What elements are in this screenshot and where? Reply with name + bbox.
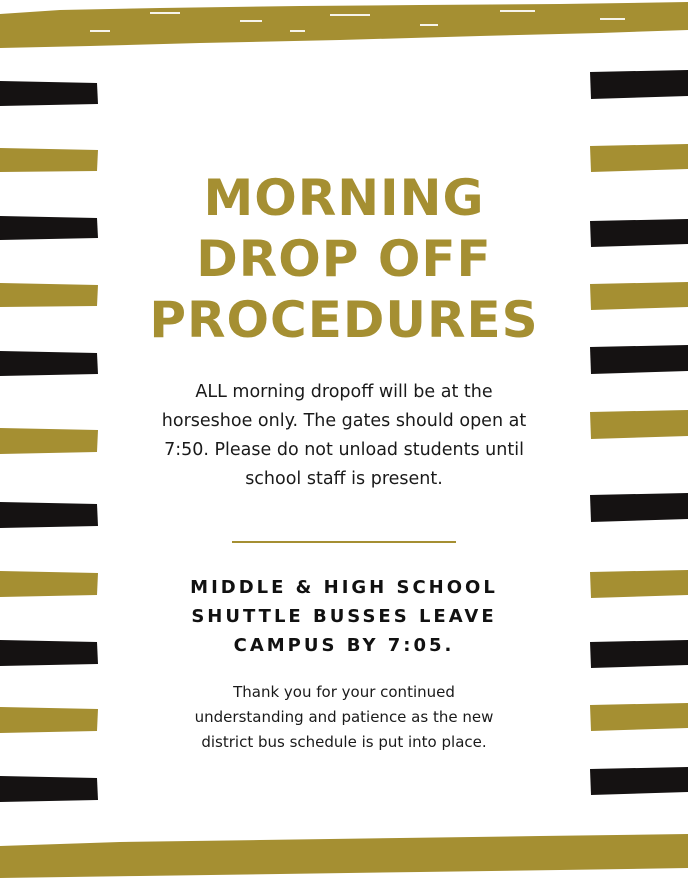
title-line-1: MORNING [203, 169, 485, 227]
dropoff-instructions: ALL morning dropoff will be at the horseshoe only. The gates should open at 7:50. Please do not unload students until school staff is present. [161, 382, 527, 489]
thank-you-message: Thank you for your continued understanding and patience as the new district bus schedule is put into place. [194, 683, 494, 751]
notice-line-1: MIDDLE & HIGH SCHOOL [190, 577, 498, 598]
section-divider [232, 541, 456, 543]
left-stripes [0, 81, 98, 802]
notice-line-2: SHUTTLE BUSSES LEAVE [191, 606, 497, 627]
right-stripes [590, 70, 688, 795]
notice-line-3: CAMPUS BY 7:05. [233, 635, 455, 656]
title-line-3: PROCEDURES [149, 291, 539, 349]
flyer-title [110, 168, 578, 351]
bottom-gold-brush-stroke [0, 834, 688, 878]
title-line-2: DROP OFF [196, 230, 492, 288]
top-gold-brush-stroke [0, 2, 688, 48]
shuttle-notice [110, 573, 578, 660]
